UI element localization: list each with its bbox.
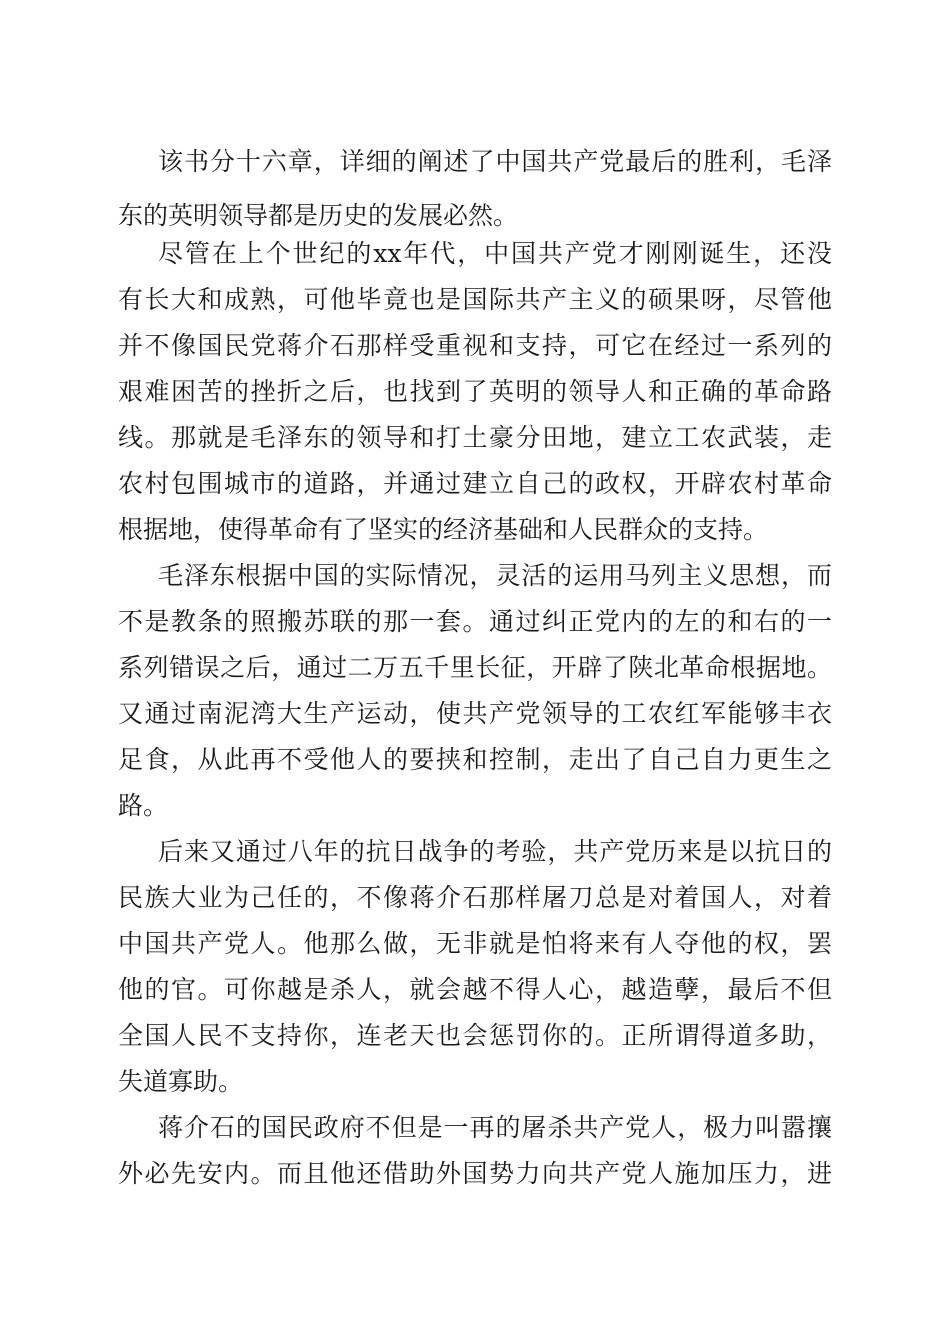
paragraph-4-line-5: 全国人民不支持你，连老天也会惩罚你的。正所谓得道多助， — [118, 1021, 832, 1050]
paragraph-2-line-3: 并不像国民党蒋介石那样受重视和支持，可它在经过一系列的 — [118, 331, 832, 360]
paragraph-4-line-6: 失道寡助。 — [118, 1067, 244, 1096]
paragraph-4-line-3: 中国共产党人。他那么做，无非就是怕将来有人夺他的权，罢 — [118, 929, 832, 958]
paragraph-4-line-4: 他的官。可你越是杀人，就会越不得人心，越造孽，最后不但 — [118, 975, 832, 1004]
paragraph-3-line-6: 路。 — [118, 791, 169, 820]
paragraph-1-line-2: 东的英明领导都是历史的发展必然。 — [118, 201, 519, 230]
paragraph-3-line-5: 足食，从此再不受他人的要挟和控制，走出了自己自力更生之 — [118, 745, 832, 774]
paragraph-4-line-1: 后来又通过八年的抗日战争的考验，共产党历来是以抗日的 — [158, 837, 832, 866]
paragraph-5-line-2: 外必先安内。而且他还借助外国势力向共产党人施加压力，进 — [118, 1159, 832, 1188]
paragraph-4-line-2: 民族大业为己任的，不像蒋介石那样屠刀总是对着国人，对着 — [118, 883, 832, 912]
paragraph-2-line-2: 有长大和成熟，可他毕竟也是国际共产主义的硕果呀，尽管他 — [118, 285, 832, 314]
paragraph-3-line-1: 毛泽东根据中国的实际情况，灵活的运用马列主义思想，而 — [158, 561, 832, 590]
paragraph-3-line-4: 又通过南泥湾大生产运动，使共产党领导的工农红军能够丰衣 — [118, 699, 832, 728]
paragraph-2-line-6: 农村包围城市的道路，并通过建立自己的政权，开辟农村革命 — [118, 469, 832, 498]
paragraph-1-line-1: 该书分十六章，详细的阐述了中国共产党最后的胜利，毛泽 — [158, 147, 832, 176]
paragraph-5-line-1: 蒋介石的国民政府不但是一再的屠杀共产党人，极力叫嚣攘 — [158, 1113, 832, 1142]
paragraph-3-line-2: 不是教条的照搬苏联的那一套。通过纠正党内的左的和右的一 — [118, 607, 832, 636]
paragraph-2-line-7: 根据地，使得革命有了坚实的经济基础和人民群众的支持。 — [118, 515, 769, 544]
paragraph-2-line-5: 线。那就是毛泽东的领导和打土豪分田地，建立工农武装，走 — [118, 423, 832, 452]
paragraph-2-line-4: 艰难困苦的挫折之后，也找到了英明的领导人和正确的革命路 — [118, 377, 832, 406]
paragraph-3-line-3: 系列错误之后，通过二万五千里长征，开辟了陕北革命根据地。 — [118, 653, 832, 682]
paragraph-2-line-1: 尽管在上个世纪的xx年代，中国共产党才刚刚诞生，还没 — [158, 239, 832, 268]
